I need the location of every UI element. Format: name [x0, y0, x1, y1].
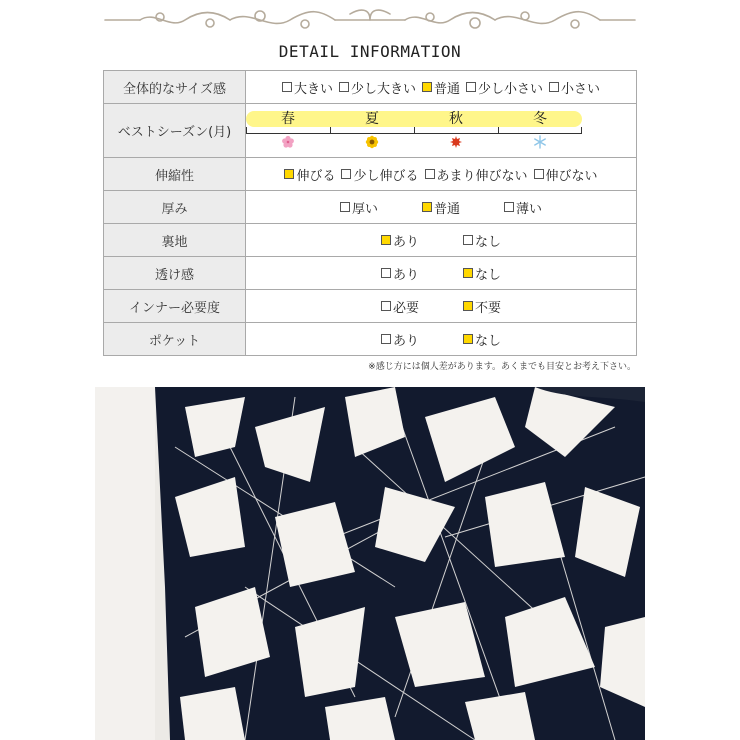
- checked-box-icon: [463, 301, 473, 311]
- unchecked-box-icon: [282, 82, 292, 92]
- option-label: なし: [475, 267, 502, 283]
- option-item: [282, 78, 333, 97]
- row-label-size: 全体的なサイズ感: [104, 71, 246, 104]
- option-label: 普通: [433, 201, 460, 217]
- row-label-season: ベストシーズン(月): [104, 104, 246, 158]
- season-icons: [246, 135, 582, 153]
- table-row: [104, 257, 637, 290]
- option-label: 厚い: [351, 201, 378, 217]
- option-label: 不要: [475, 300, 502, 316]
- thickness-options: [246, 198, 636, 217]
- row-label-thickness: 厚み: [104, 191, 246, 224]
- option-label: 小さい: [561, 81, 601, 97]
- option-label: なし: [475, 333, 502, 349]
- unchecked-box-icon: [339, 82, 349, 92]
- option-label: 少し伸びる: [353, 168, 419, 184]
- option-item: [381, 297, 419, 316]
- option-item: [463, 231, 501, 250]
- option-label: 伸びない: [545, 168, 598, 184]
- page-title: DETAIL INFORMATION: [278, 42, 462, 61]
- unchecked-box-icon: [381, 301, 391, 311]
- table-row: [104, 71, 637, 104]
- option-item: [422, 78, 460, 97]
- fabric-print-photo: [95, 387, 645, 740]
- option-label: なし: [475, 234, 502, 250]
- unchecked-box-icon: [340, 202, 350, 212]
- unchecked-box-icon: [534, 169, 544, 179]
- unchecked-box-icon: [425, 169, 435, 179]
- option-item: [463, 264, 501, 283]
- option-item: [534, 165, 598, 184]
- table-row: [104, 158, 637, 191]
- option-item: [381, 264, 419, 283]
- unchecked-box-icon: [549, 82, 559, 92]
- option-label: 薄い: [516, 201, 543, 217]
- option-label: あり: [392, 234, 419, 250]
- table-row: [104, 323, 637, 356]
- row-label-lining: 裏地: [104, 224, 246, 257]
- table-row: [104, 224, 637, 257]
- option-label: あり: [392, 267, 419, 283]
- pocket-options: [246, 330, 636, 349]
- option-label: 普通: [433, 81, 460, 97]
- option-item: [284, 165, 335, 184]
- unchecked-box-icon: [466, 82, 476, 92]
- stretch-options: [246, 165, 636, 184]
- unchecked-box-icon: [341, 169, 351, 179]
- option-item: [463, 297, 501, 316]
- option-item: [339, 78, 416, 97]
- option-label: 少し大きい: [350, 81, 416, 97]
- table-row: [104, 290, 637, 323]
- checked-box-icon: [422, 202, 432, 212]
- sunflower-icon: [330, 135, 414, 153]
- option-label: 少し小さい: [478, 81, 544, 97]
- season-names: [246, 108, 582, 128]
- table-row: [104, 191, 637, 224]
- option-item: [549, 78, 600, 97]
- maple-leaf-icon: [414, 135, 498, 153]
- disclaimer-note: ※感じ方には個人差があります。あくまでも目安とお考え下さい。: [368, 362, 636, 372]
- row-label-pocket: ポケット: [104, 323, 246, 356]
- size-options: [246, 78, 636, 97]
- option-item: [504, 198, 542, 217]
- option-label: あり: [392, 333, 419, 349]
- option-label: 大きい: [293, 81, 333, 97]
- checked-box-icon: [422, 82, 432, 92]
- checked-box-icon: [463, 334, 473, 344]
- unchecked-box-icon: [381, 334, 391, 344]
- season-winter: 冬: [533, 110, 547, 127]
- option-label: 伸びる: [296, 168, 336, 184]
- table-row: [104, 104, 637, 158]
- row-label-inner: インナー必要度: [104, 290, 246, 323]
- season-chart: [246, 108, 636, 154]
- option-item: [466, 78, 543, 97]
- season-summer: 夏: [365, 110, 379, 127]
- row-label-stretch: 伸縮性: [104, 158, 246, 191]
- option-item: [425, 165, 528, 184]
- unchecked-box-icon: [504, 202, 514, 212]
- sheer-options: [246, 264, 636, 283]
- option-item: [463, 330, 501, 349]
- spec-table: [103, 70, 637, 356]
- sakura-icon: [246, 135, 330, 153]
- checked-box-icon: [381, 235, 391, 245]
- row-label-sheer: 透け感: [104, 257, 246, 290]
- option-item: [381, 330, 419, 349]
- option-item: [422, 198, 460, 217]
- season-autumn: 秋: [449, 110, 463, 127]
- checked-box-icon: [284, 169, 294, 179]
- lining-options: [246, 231, 636, 250]
- season-spring: 春: [281, 110, 295, 127]
- inner-options: [246, 297, 636, 316]
- season-tick-line: [246, 127, 582, 134]
- option-item: [381, 231, 419, 250]
- unchecked-box-icon: [463, 235, 473, 245]
- option-label: あまり伸びない: [436, 168, 528, 184]
- option-label: 必要: [392, 300, 419, 316]
- option-item: [340, 198, 378, 217]
- unchecked-box-icon: [381, 268, 391, 278]
- snowflake-icon: [498, 135, 582, 153]
- option-item: [341, 165, 418, 184]
- decorative-ornament: [100, 6, 640, 34]
- checked-box-icon: [463, 268, 473, 278]
